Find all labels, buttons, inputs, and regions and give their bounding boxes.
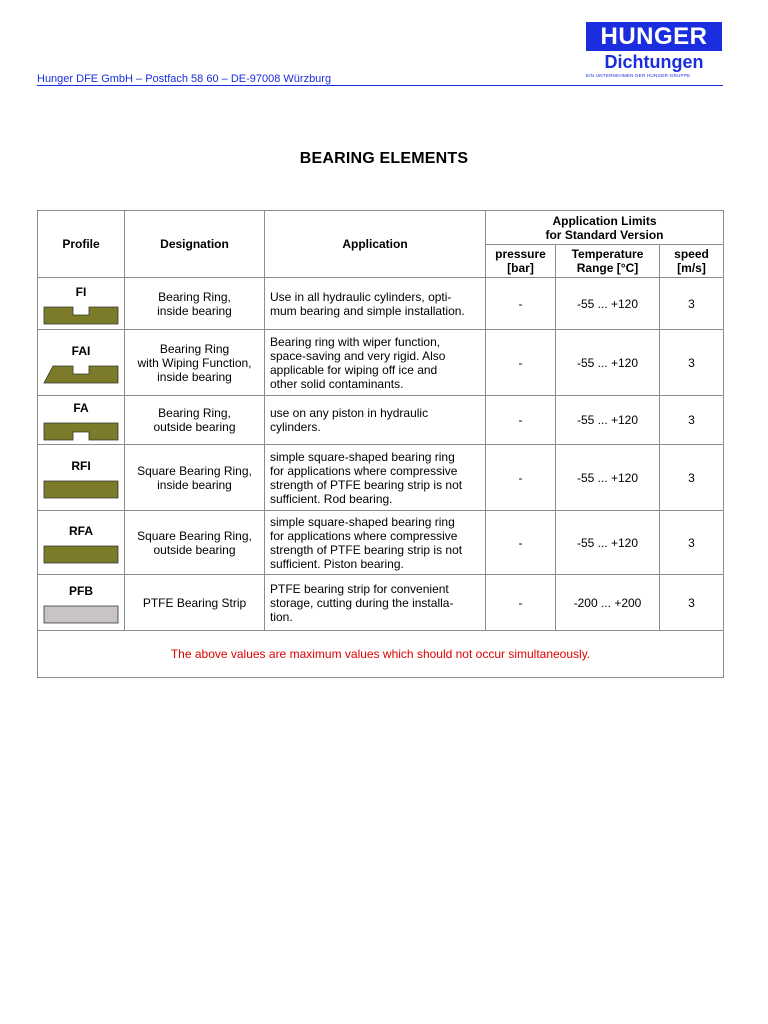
temperature-cell: -55 ... +120 — [556, 278, 660, 330]
pressure-cell: - — [486, 278, 556, 330]
company-logo — [586, 22, 722, 79]
text-line: outside bearing — [153, 542, 236, 557]
text-line: other solid contaminants. — [270, 376, 404, 391]
company-address: Hunger DFE GmbH – Postfach 58 60 – DE-97008 Würzburg — [37, 73, 332, 85]
header-divider — [37, 85, 723, 86]
text-line: inside bearing — [157, 477, 232, 492]
application-cell — [265, 445, 486, 511]
speed-cell: 3 — [660, 511, 724, 575]
text-line: outside bearing — [153, 420, 236, 434]
logo-subtitle: Dichtungen — [604, 52, 704, 72]
pressure-cell: - — [486, 511, 556, 575]
text-line: storage, cutting during the installa- — [270, 595, 454, 610]
designation-cell — [125, 278, 265, 330]
header-temp-line1: Temperature — [571, 247, 644, 261]
table-row — [38, 278, 724, 330]
speed-cell: 3 — [660, 396, 724, 445]
header-application-limits — [486, 211, 724, 245]
limits-note: The above values are maximum values which should not occur simultaneously. — [38, 631, 724, 678]
text-line: mum bearing and simple installation. — [270, 303, 465, 318]
header-temperature — [556, 245, 660, 278]
profile-cell — [38, 330, 125, 396]
profile-name: RFI — [71, 458, 91, 473]
logo-tagline: EIN UNTERNEHMEN DER HUNGER-GRUPPE — [586, 73, 691, 78]
text-line: Square Bearing Ring, — [137, 463, 252, 478]
temperature-cell: -55 ... +120 — [556, 511, 660, 575]
text-line: inside bearing — [157, 303, 232, 318]
header-speed — [660, 245, 724, 278]
profile-name: FA — [73, 401, 89, 415]
text-line: Bearing Ring, — [158, 406, 231, 420]
speed-cell: 3 — [660, 278, 724, 330]
application-cell — [265, 278, 486, 330]
speed-cell: 3 — [660, 575, 724, 631]
text-line: space-saving and very rigid. Also — [270, 348, 446, 363]
profile-shape-rfa — [43, 544, 119, 564]
text-line: PTFE bearing strip for convenient — [270, 581, 449, 596]
pressure-cell: - — [486, 445, 556, 511]
bearing-elements-table — [37, 210, 724, 678]
text-line: cylinders. — [270, 420, 321, 434]
designation-cell — [125, 575, 265, 631]
text-line: simple square-shaped bearing ring — [270, 514, 455, 529]
text-line: Bearing Ring — [159, 341, 230, 356]
temperature-cell: -55 ... +120 — [556, 330, 660, 396]
profile-name: FI — [75, 284, 87, 299]
pressure-cell: - — [486, 575, 556, 631]
table-row — [38, 445, 724, 511]
speed-cell: 3 — [660, 445, 724, 511]
header-pressure-line2: [bar] — [507, 261, 534, 275]
text-line: Square Bearing Ring, — [137, 528, 252, 543]
text-line: Bearing ring with wiper function, — [270, 334, 441, 349]
text-line: for applications where compressive — [270, 463, 458, 478]
profile-name: RFA — [69, 523, 93, 538]
profile-name: PFB — [69, 583, 93, 598]
temperature-cell: -55 ... +120 — [556, 396, 660, 445]
pressure-cell: - — [486, 330, 556, 396]
temperature-cell: -55 ... +120 — [556, 445, 660, 511]
logo-brand: HUNGER — [586, 22, 722, 51]
header-temp-line2: Range [°C] — [576, 261, 639, 275]
text-line: sufficient. Rod bearing. — [270, 491, 393, 506]
profile-shape-fi — [43, 305, 119, 325]
header-pressure-line1: pressure — [495, 247, 546, 261]
designation-cell — [125, 511, 265, 575]
header-designation: Designation — [125, 211, 265, 278]
table-row — [38, 575, 724, 631]
application-cell — [265, 330, 486, 396]
profile-shape-fa — [43, 421, 119, 441]
header-profile: Profile — [38, 211, 125, 278]
profile-shape-fai — [43, 364, 119, 384]
text-line: simple square-shaped bearing ring — [270, 449, 455, 464]
page-title: BEARING ELEMENTS — [299, 150, 469, 167]
text-line: inside bearing — [157, 369, 232, 384]
text-line: strength of PTFE bearing strip is not — [270, 477, 463, 492]
profile-cell — [38, 575, 125, 631]
header-application: Application — [265, 211, 486, 278]
header-limits-line1: Application Limits — [552, 213, 657, 228]
designation-cell — [125, 445, 265, 511]
speed-cell: 3 — [660, 330, 724, 396]
text-line: strength of PTFE bearing strip is not — [270, 542, 463, 557]
profile-shape-pfb — [43, 604, 119, 624]
profile-shape-rfi — [43, 479, 119, 499]
text-line: tion. — [270, 609, 293, 624]
pressure-cell: - — [486, 396, 556, 445]
header-pressure — [486, 245, 556, 278]
designation-cell — [125, 396, 265, 445]
profile-cell — [38, 511, 125, 575]
text-line: for applications where compressive — [270, 528, 458, 543]
table-row — [38, 396, 724, 445]
text-line: applicable for wiping off ice and — [270, 362, 438, 377]
profile-cell — [38, 396, 125, 445]
text-line: with Wiping Function, — [137, 355, 252, 370]
designation-cell — [125, 330, 265, 396]
text-line: Bearing Ring, — [158, 289, 231, 304]
text-line: Use in all hydraulic cylinders, opti- — [270, 289, 452, 304]
application-cell — [265, 575, 486, 631]
header-speed-line2: [m/s] — [677, 261, 706, 275]
text-line: PTFE Bearing Strip — [142, 595, 247, 610]
text-line: sufficient. Piston bearing. — [270, 556, 404, 571]
header-limits-line2: for Standard Version — [545, 227, 664, 242]
profile-name: FAI — [71, 343, 91, 358]
profile-cell — [38, 445, 125, 511]
table-row — [38, 330, 724, 396]
header-speed-line1: speed — [674, 247, 709, 261]
temperature-cell: -200 ... +200 — [556, 575, 660, 631]
text-line: use on any piston in hydraulic — [270, 406, 429, 420]
application-cell — [265, 396, 486, 445]
table-row — [38, 511, 724, 575]
profile-cell — [38, 278, 125, 330]
application-cell — [265, 511, 486, 575]
